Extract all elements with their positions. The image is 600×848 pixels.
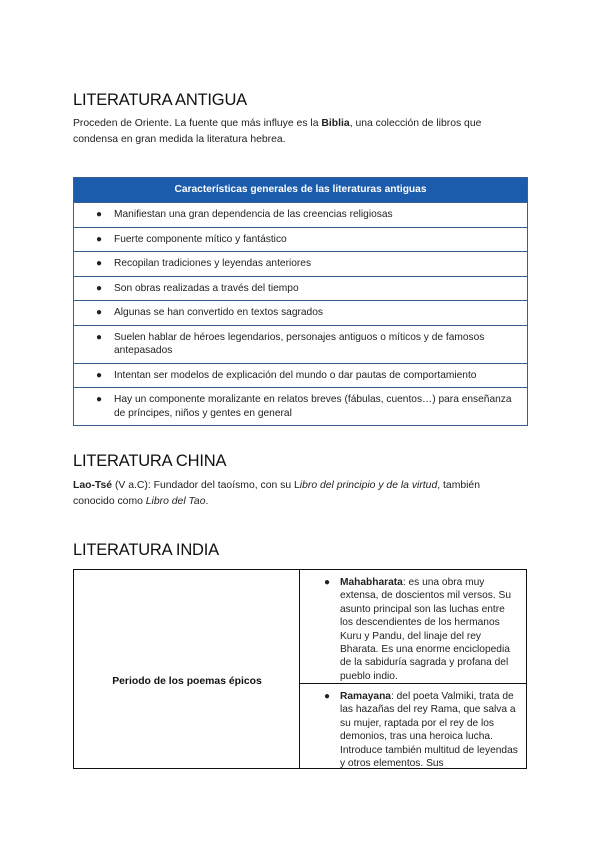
india-entry-ramayana: [300, 684, 526, 770]
entry-text: : es una obra muy extensa, de doscientos mil versos. Su asunto principal son las luchas entre los descendientes de los hermanos Kuru y Pandu, del linaje del rey Bharata. Es una enorme enciclopedia de la sabiduría sagrada y profana del pueblo indio.: [340, 577, 512, 682]
intro-text: Proceden de Oriente. La fuente que más influye es la: [73, 118, 322, 129]
characteristics-item-text: Suelen hablar de héroes legendarios, personajes antiguos o míticos y de famosos antepasados: [114, 331, 485, 356]
bullet-icon: ●: [96, 258, 103, 269]
characteristics-row: [74, 363, 527, 388]
bullet-icon: ●: [96, 394, 103, 405]
section-title-india: LITERATURA INDIA: [73, 541, 219, 559]
china-paragraph: [73, 478, 513, 510]
characteristics-row: [74, 227, 527, 252]
characteristics-table: [73, 177, 528, 426]
bullet-icon: ●: [96, 331, 103, 343]
bullet-icon: ●: [96, 369, 103, 381]
bullet-icon: ●: [96, 307, 103, 318]
characteristics-item-text: Manifiestan una gran dependencia de las creencias religiosas: [114, 209, 393, 220]
characteristics-row: [74, 387, 527, 425]
intro-text-end: , una colección de libros que condensa en gran medida la literatura hebrea.: [73, 118, 482, 145]
section-title-china: LITERATURA CHINA: [73, 452, 227, 470]
characteristics-row: [74, 276, 527, 301]
characteristics-item-text: Hay un componente moralizante en relatos breves (fábulas, cuentos…) para enseñanza de príncipes, niños y gentes en general: [114, 394, 512, 419]
entry-text: : del poeta Valmiki, trata de las hazañas del rey Rama, que salva a su mujer, raptada por el rey de los demonios, tras una heroica lucha. Introduce también multitud de leyendas y otros elementos. Sus: [340, 691, 518, 770]
china-book-title: ibro del principio y de la virtud: [299, 480, 438, 491]
india-period-label: Periodo de los poemas épicos: [112, 676, 262, 687]
india-works-column: [300, 570, 526, 768]
characteristics-item-text: Fuerte componente mítico y fantástico: [114, 233, 287, 245]
characteristics-row: [74, 203, 527, 227]
china-text-middle: , también conocido como: [73, 480, 480, 507]
characteristics-item-text: Son obras realizadas a través del tiempo: [114, 282, 299, 294]
india-table: [73, 569, 527, 769]
india-entry-mahabharata: [300, 570, 526, 683]
bullet-icon: ●: [96, 209, 103, 220]
bullet-icon: ●: [324, 577, 331, 588]
characteristics-item-text: Recopilan tradiciones y leyendas anteriores: [114, 258, 312, 269]
entry-name: Mahabharata: [340, 577, 403, 588]
antigua-intro: [73, 116, 523, 148]
bullet-icon: ●: [324, 691, 331, 702]
characteristics-table-header: Características generales de las literaturas antiguas: [74, 178, 527, 203]
china-book-title-2: Libro del Tao: [145, 496, 206, 507]
bullet-icon: ●: [96, 282, 103, 294]
china-author: Lao-Tsé: [73, 480, 113, 491]
china-text: (V a.C): Fundador del taoísmo, con su L: [112, 480, 300, 491]
bullet-icon: ●: [96, 233, 103, 245]
characteristics-row: [74, 325, 527, 363]
india-period-cell: [74, 570, 300, 768]
china-text-end: .: [205, 496, 209, 507]
characteristics-row: [74, 300, 527, 325]
characteristics-row: [74, 251, 527, 276]
section-title-antigua: LITERATURA ANTIGUA: [73, 91, 247, 109]
characteristics-item-text: Algunas se han convertido en textos sagrados: [114, 307, 323, 318]
characteristics-item-text: Intentan ser modelos de explicación del mundo o dar pautas de comportamiento: [114, 369, 477, 381]
intro-bold-biblia: Biblia: [321, 118, 350, 129]
entry-name: Ramayana: [340, 691, 391, 702]
characteristics-rows: [74, 203, 527, 425]
